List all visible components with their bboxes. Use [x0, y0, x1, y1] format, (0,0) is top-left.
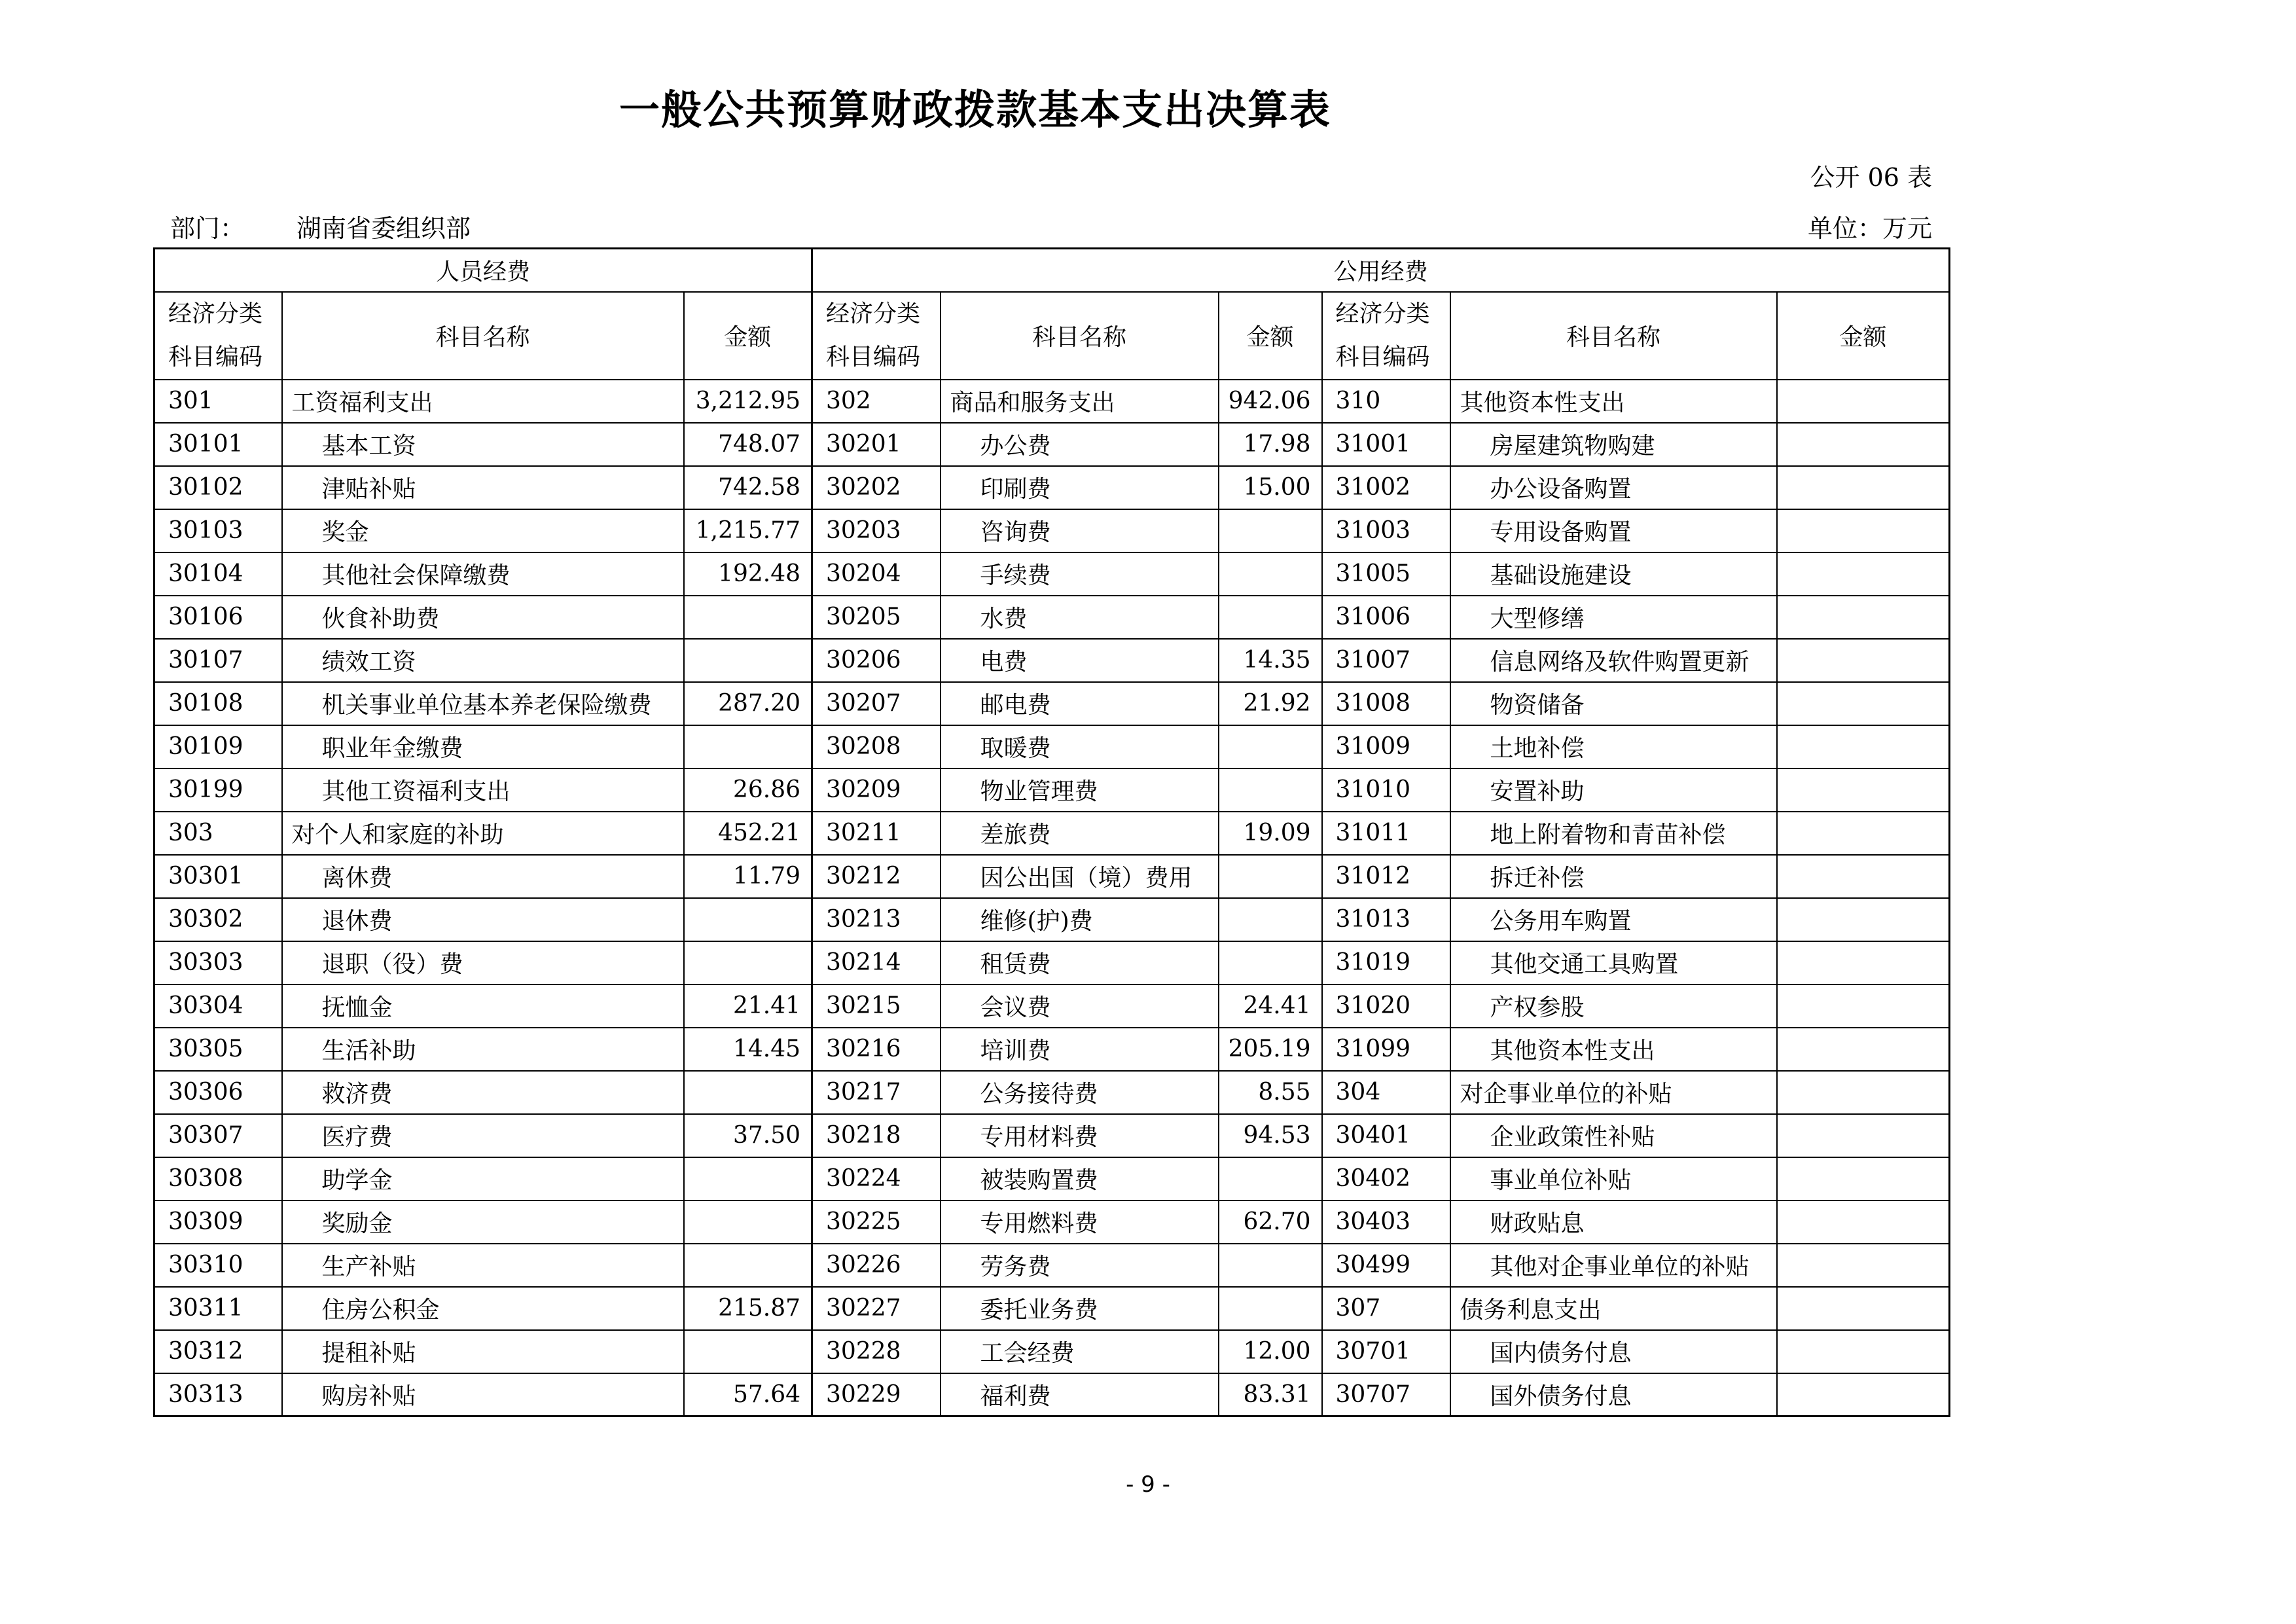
- economic-code-cell: 30228: [812, 1330, 941, 1373]
- amount-cell: 8.55: [1219, 1071, 1322, 1114]
- amount-cell: [684, 898, 812, 941]
- economic-code-cell: 31009: [1322, 725, 1450, 768]
- amount-cell: [1777, 898, 1950, 941]
- table-row: [154, 812, 1950, 855]
- economic-code-cell: 30216: [812, 1028, 941, 1071]
- economic-code-cell: 30301: [154, 855, 282, 898]
- table-row: [154, 768, 1950, 812]
- economic-code-cell: 31002: [1322, 466, 1450, 509]
- economic-code-cell: 30103: [154, 509, 282, 552]
- amount-cell: 11.79: [684, 855, 812, 898]
- table-row: [154, 1114, 1950, 1157]
- amount-cell: [1219, 1157, 1322, 1200]
- amount-cell: [1777, 380, 1950, 423]
- table-row: [154, 1028, 1950, 1071]
- subject-name-cell: 机关事业单位基本养老保险缴费: [282, 682, 684, 725]
- amount-cell: [1777, 941, 1950, 984]
- department-label: 部门：: [170, 214, 245, 243]
- subject-name-cell: 商品和服务支出: [941, 380, 1219, 423]
- economic-code-cell: 30207: [812, 682, 941, 725]
- group-public: 公用经费: [812, 249, 1950, 292]
- economic-code-cell: 30106: [154, 596, 282, 639]
- subject-name-cell: 电费: [941, 639, 1219, 682]
- subject-name-cell: 救济费: [282, 1071, 684, 1114]
- subject-name-cell: 事业单位补贴: [1450, 1157, 1777, 1200]
- subject-name-cell: 公务用车购置: [1450, 898, 1777, 941]
- economic-code-cell: 30209: [812, 768, 941, 812]
- subject-name-cell: 离休费: [282, 855, 684, 898]
- amount-cell: 452.21: [684, 812, 812, 855]
- economic-code-cell: 31006: [1322, 596, 1450, 639]
- table-row: [154, 1330, 1950, 1373]
- economic-code-cell: 30199: [154, 768, 282, 812]
- subject-name-cell: 奖励金: [282, 1200, 684, 1244]
- amount-cell: [1777, 509, 1950, 552]
- group-header-row: [154, 249, 1950, 292]
- economic-code-cell: 30402: [1322, 1157, 1450, 1200]
- amount-cell: 62.70: [1219, 1200, 1322, 1244]
- amount-cell: [1777, 768, 1950, 812]
- subject-name-cell: 职业年金缴费: [282, 725, 684, 768]
- subject-name-cell: 被装购置费: [941, 1157, 1219, 1200]
- economic-code-cell: 30206: [812, 639, 941, 682]
- amount-cell: [1777, 1244, 1950, 1287]
- amount-cell: [684, 1244, 812, 1287]
- table-row: [154, 1244, 1950, 1287]
- economic-code-cell: 30214: [812, 941, 941, 984]
- amount-cell: 17.98: [1219, 423, 1322, 466]
- amount-cell: [1219, 1244, 1322, 1287]
- economic-code-cell: 31008: [1322, 682, 1450, 725]
- table-row: [154, 1071, 1950, 1114]
- subject-name-cell: 福利费: [941, 1373, 1219, 1416]
- amount-cell: 12.00: [1219, 1330, 1322, 1373]
- subject-name-cell: 租赁费: [941, 941, 1219, 984]
- economic-code-cell: 310: [1322, 380, 1450, 423]
- subject-name-cell: 因公出国（境）费用: [941, 855, 1219, 898]
- amount-cell: [1777, 423, 1950, 466]
- header-amount: 金额: [1219, 292, 1322, 380]
- economic-code-cell: 30304: [154, 984, 282, 1028]
- subject-name-cell: 其他对企事业单位的补贴: [1450, 1244, 1777, 1287]
- amount-cell: 83.31: [1219, 1373, 1322, 1416]
- table-row: [154, 855, 1950, 898]
- amount-cell: [1219, 941, 1322, 984]
- amount-cell: [1777, 552, 1950, 596]
- economic-code-cell: 30224: [812, 1157, 941, 1200]
- economic-code-cell: 30313: [154, 1373, 282, 1416]
- expenditure-table: [153, 247, 1950, 1417]
- economic-code-cell: 30201: [812, 423, 941, 466]
- subject-name-cell: 手续费: [941, 552, 1219, 596]
- economic-code-cell: 31019: [1322, 941, 1450, 984]
- table-row: [154, 898, 1950, 941]
- subject-name-cell: 基本工资: [282, 423, 684, 466]
- amount-cell: [684, 1071, 812, 1114]
- amount-cell: 24.41: [1219, 984, 1322, 1028]
- amount-cell: 21.41: [684, 984, 812, 1028]
- subject-name-cell: 国外债务付息: [1450, 1373, 1777, 1416]
- subject-name-cell: 印刷费: [941, 466, 1219, 509]
- economic-code-cell: 30307: [154, 1114, 282, 1157]
- subject-name-cell: 退职（役）费: [282, 941, 684, 984]
- amount-cell: [1777, 1071, 1950, 1114]
- economic-code-cell: 30205: [812, 596, 941, 639]
- header-code: 经济分类 科目编码: [812, 292, 941, 380]
- subject-name-cell: 产权参股: [1450, 984, 1777, 1028]
- amount-cell: 287.20: [684, 682, 812, 725]
- economic-code-cell: 30305: [154, 1028, 282, 1071]
- header-name: 科目名称: [1450, 292, 1777, 380]
- subject-name-cell: 伙食补助费: [282, 596, 684, 639]
- table-row: [154, 639, 1950, 682]
- economic-code-cell: 30302: [154, 898, 282, 941]
- header-amount: 金额: [684, 292, 812, 380]
- economic-code-cell: 30218: [812, 1114, 941, 1157]
- subject-name-cell: 住房公积金: [282, 1287, 684, 1330]
- economic-code-cell: 301: [154, 380, 282, 423]
- economic-code-cell: 30102: [154, 466, 282, 509]
- amount-cell: [1219, 855, 1322, 898]
- amount-cell: [1219, 1287, 1322, 1330]
- amount-cell: [1777, 1330, 1950, 1373]
- table-row: [154, 1373, 1950, 1416]
- subject-name-cell: 劳务费: [941, 1244, 1219, 1287]
- economic-code-cell: 31012: [1322, 855, 1450, 898]
- amount-cell: [1777, 1287, 1950, 1330]
- economic-code-cell: 31003: [1322, 509, 1450, 552]
- subject-name-cell: 生产补贴: [282, 1244, 684, 1287]
- subject-name-cell: 土地补偿: [1450, 725, 1777, 768]
- subject-name-cell: 财政贴息: [1450, 1200, 1777, 1244]
- amount-cell: [1777, 1200, 1950, 1244]
- economic-code-cell: 31013: [1322, 898, 1450, 941]
- subject-name-cell: 地上附着物和青苗补偿: [1450, 812, 1777, 855]
- economic-code-cell: 30310: [154, 1244, 282, 1287]
- amount-cell: [1777, 466, 1950, 509]
- economic-code-cell: 31007: [1322, 639, 1450, 682]
- header-name: 科目名称: [282, 292, 684, 380]
- economic-code-cell: 30227: [812, 1287, 941, 1330]
- economic-code-cell: 30312: [154, 1330, 282, 1373]
- subject-name-cell: 取暖费: [941, 725, 1219, 768]
- amount-cell: [1777, 1157, 1950, 1200]
- amount-cell: [684, 639, 812, 682]
- economic-code-cell: 31001: [1322, 423, 1450, 466]
- economic-code-cell: 30108: [154, 682, 282, 725]
- subject-name-cell: 其他社会保障缴费: [282, 552, 684, 596]
- table-row: [154, 380, 1950, 423]
- subject-name-cell: 维修(护)费: [941, 898, 1219, 941]
- economic-code-cell: 30202: [812, 466, 941, 509]
- header-amount: 金额: [1777, 292, 1950, 380]
- amount-cell: 14.35: [1219, 639, 1322, 682]
- table-row: [154, 423, 1950, 466]
- department-value: 湖南省委组织部: [296, 214, 471, 243]
- subject-name-cell: 企业政策性补贴: [1450, 1114, 1777, 1157]
- subject-name-cell: 信息网络及软件购置更新: [1450, 639, 1777, 682]
- economic-code-cell: 30217: [812, 1071, 941, 1114]
- table-row: [154, 682, 1950, 725]
- subject-name-cell: 其他交通工具购置: [1450, 941, 1777, 984]
- economic-code-cell: 30203: [812, 509, 941, 552]
- economic-code-cell: 30303: [154, 941, 282, 984]
- amount-cell: [1219, 725, 1322, 768]
- amount-cell: [684, 1157, 812, 1200]
- economic-code-cell: 31011: [1322, 812, 1450, 855]
- economic-code-cell: 30311: [154, 1287, 282, 1330]
- table-row: [154, 596, 1950, 639]
- page-title: 一般公共预算财政拨款基本支出决算表: [619, 86, 1331, 134]
- subject-name-cell: 基础设施建设: [1450, 552, 1777, 596]
- subject-name-cell: 债务利息支出: [1450, 1287, 1777, 1330]
- amount-cell: 21.92: [1219, 682, 1322, 725]
- economic-code-cell: 30499: [1322, 1244, 1450, 1287]
- header-name: 科目名称: [941, 292, 1219, 380]
- subject-name-cell: 其他工资福利支出: [282, 768, 684, 812]
- page-number: - 9 -: [1126, 1471, 1170, 1498]
- subject-name-cell: 会议费: [941, 984, 1219, 1028]
- unit-label: 单位：万元: [1807, 214, 1932, 243]
- economic-code-cell: 303: [154, 812, 282, 855]
- subject-name-cell: 办公设备购置: [1450, 466, 1777, 509]
- subject-name-cell: 水费: [941, 596, 1219, 639]
- amount-cell: [1777, 984, 1950, 1028]
- economic-code-cell: 31020: [1322, 984, 1450, 1028]
- group-personnel: 人员经费: [154, 249, 812, 292]
- subject-name-cell: 医疗费: [282, 1114, 684, 1157]
- subject-name-cell: 专用材料费: [941, 1114, 1219, 1157]
- amount-cell: 748.07: [684, 423, 812, 466]
- amount-cell: 1,215.77: [684, 509, 812, 552]
- table-row: [154, 509, 1950, 552]
- table-row: [154, 1157, 1950, 1200]
- subject-name-cell: 邮电费: [941, 682, 1219, 725]
- subject-name-cell: 办公费: [941, 423, 1219, 466]
- amount-cell: 57.64: [684, 1373, 812, 1416]
- amount-cell: [1219, 898, 1322, 941]
- amount-cell: [1777, 855, 1950, 898]
- economic-code-cell: 30212: [812, 855, 941, 898]
- subject-name-cell: 物资储备: [1450, 682, 1777, 725]
- subject-name-cell: 对个人和家庭的补助: [282, 812, 684, 855]
- table-row: [154, 725, 1950, 768]
- subject-name-cell: 安置补助: [1450, 768, 1777, 812]
- economic-code-cell: 30229: [812, 1373, 941, 1416]
- subject-name-cell: 差旅费: [941, 812, 1219, 855]
- economic-code-cell: 30306: [154, 1071, 282, 1114]
- subject-name-cell: 委托业务费: [941, 1287, 1219, 1330]
- subject-name-cell: 工资福利支出: [282, 380, 684, 423]
- amount-cell: 26.86: [684, 768, 812, 812]
- subject-name-cell: 国内债务付息: [1450, 1330, 1777, 1373]
- economic-code-cell: 30109: [154, 725, 282, 768]
- amount-cell: [684, 725, 812, 768]
- subject-name-cell: 拆迁补偿: [1450, 855, 1777, 898]
- amount-cell: 3,212.95: [684, 380, 812, 423]
- table-row: [154, 1287, 1950, 1330]
- subject-name-cell: 奖金: [282, 509, 684, 552]
- subject-name-cell: 购房补贴: [282, 1373, 684, 1416]
- amount-cell: [1219, 552, 1322, 596]
- table-row: [154, 984, 1950, 1028]
- economic-code-cell: 30101: [154, 423, 282, 466]
- economic-code-cell: 30707: [1322, 1373, 1450, 1416]
- economic-code-cell: 30208: [812, 725, 941, 768]
- subject-name-cell: 培训费: [941, 1028, 1219, 1071]
- amount-cell: [1219, 596, 1322, 639]
- amount-cell: [1777, 812, 1950, 855]
- economic-code-cell: 31010: [1322, 768, 1450, 812]
- subject-name-cell: 物业管理费: [941, 768, 1219, 812]
- table-row: [154, 1200, 1950, 1244]
- economic-code-cell: 30211: [812, 812, 941, 855]
- subject-name-cell: 大型修缮: [1450, 596, 1777, 639]
- amount-cell: 19.09: [1219, 812, 1322, 855]
- economic-code-cell: 302: [812, 380, 941, 423]
- economic-code-cell: 304: [1322, 1071, 1450, 1114]
- amount-cell: 37.50: [684, 1114, 812, 1157]
- amount-cell: [1777, 639, 1950, 682]
- form-number: 公开 06 表: [1810, 163, 1932, 192]
- economic-code-cell: 30107: [154, 639, 282, 682]
- economic-code-cell: 30309: [154, 1200, 282, 1244]
- table-row: [154, 941, 1950, 984]
- economic-code-cell: 30701: [1322, 1330, 1450, 1373]
- amount-cell: [684, 1200, 812, 1244]
- table-row: [154, 552, 1950, 596]
- subject-name-cell: 对企事业单位的补贴: [1450, 1071, 1777, 1114]
- subject-name-cell: 助学金: [282, 1157, 684, 1200]
- subject-name-cell: 咨询费: [941, 509, 1219, 552]
- amount-cell: [684, 1330, 812, 1373]
- economic-code-cell: 30401: [1322, 1114, 1450, 1157]
- table-row: [154, 466, 1950, 509]
- column-header-row: [154, 292, 1950, 380]
- economic-code-cell: 30204: [812, 552, 941, 596]
- subject-name-cell: 工会经费: [941, 1330, 1219, 1373]
- amount-cell: 94.53: [1219, 1114, 1322, 1157]
- amount-cell: [684, 941, 812, 984]
- subject-name-cell: 提租补贴: [282, 1330, 684, 1373]
- subject-name-cell: 公务接待费: [941, 1071, 1219, 1114]
- economic-code-cell: 30308: [154, 1157, 282, 1200]
- subject-name-cell: 专用燃料费: [941, 1200, 1219, 1244]
- header-code: 经济分类 科目编码: [1322, 292, 1450, 380]
- amount-cell: [1777, 596, 1950, 639]
- subject-name-cell: 退休费: [282, 898, 684, 941]
- subject-name-cell: 其他资本性支出: [1450, 380, 1777, 423]
- amount-cell: [1777, 1373, 1950, 1416]
- economic-code-cell: 31099: [1322, 1028, 1450, 1071]
- amount-cell: [1777, 682, 1950, 725]
- economic-code-cell: 31005: [1322, 552, 1450, 596]
- economic-code-cell: 30215: [812, 984, 941, 1028]
- amount-cell: [1219, 509, 1322, 552]
- amount-cell: [1777, 1114, 1950, 1157]
- amount-cell: [1777, 725, 1950, 768]
- amount-cell: 15.00: [1219, 466, 1322, 509]
- economic-code-cell: 30225: [812, 1200, 941, 1244]
- subject-name-cell: 专用设备购置: [1450, 509, 1777, 552]
- economic-code-cell: 307: [1322, 1287, 1450, 1330]
- subject-name-cell: 绩效工资: [282, 639, 684, 682]
- subject-name-cell: 其他资本性支出: [1450, 1028, 1777, 1071]
- amount-cell: [1777, 1028, 1950, 1071]
- economic-code-cell: 30213: [812, 898, 941, 941]
- subject-name-cell: 津贴补贴: [282, 466, 684, 509]
- economic-code-cell: 30226: [812, 1244, 941, 1287]
- amount-cell: 205.19: [1219, 1028, 1322, 1071]
- amount-cell: 215.87: [684, 1287, 812, 1330]
- amount-cell: 192.48: [684, 552, 812, 596]
- amount-cell: 942.06: [1219, 380, 1322, 423]
- amount-cell: 14.45: [684, 1028, 812, 1071]
- amount-cell: [1219, 768, 1322, 812]
- economic-code-cell: 30403: [1322, 1200, 1450, 1244]
- subject-name-cell: 抚恤金: [282, 984, 684, 1028]
- economic-code-cell: 30104: [154, 552, 282, 596]
- header-code: 经济分类 科目编码: [154, 292, 282, 380]
- subject-name-cell: 生活补助: [282, 1028, 684, 1071]
- amount-cell: 742.58: [684, 466, 812, 509]
- amount-cell: [684, 596, 812, 639]
- subject-name-cell: 房屋建筑物购建: [1450, 423, 1777, 466]
